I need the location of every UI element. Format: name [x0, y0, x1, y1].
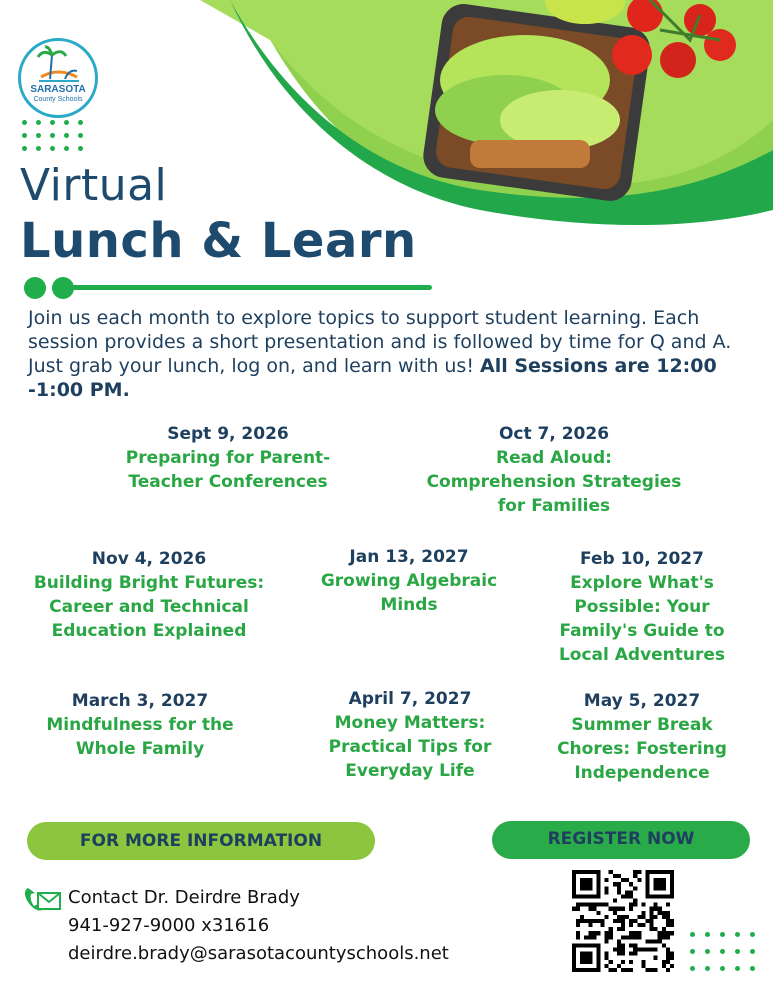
intro-text: Join us each month to explore topics to support student learning. Each session provides a short presentation and is followed by time for Q and A. Just grab your lunch, log on, and learn with us! — [28, 307, 732, 377]
session-date: Jan 13, 2027 — [349, 547, 469, 567]
contact-name: Contact Dr. Deirdre Brady — [68, 887, 300, 908]
logo-subtitle: County Schools — [33, 96, 83, 103]
contact-email[interactable]: deirdre.brady@sarasotacountyschools.net — [68, 943, 449, 964]
session-topic: Explore What's Possible: Your Family's Guide to Local Adventures — [558, 573, 726, 665]
phone-mail-icon — [22, 884, 62, 914]
school-logo — [18, 38, 98, 118]
session-topic: Building Bright Futures: Career and Technical Education Explained — [33, 573, 265, 641]
session-date: Oct 7, 2026 — [498, 424, 610, 444]
session-topic: Preparing for Parent- Teacher Conferences — [125, 448, 331, 492]
session-item — [305, 545, 513, 617]
intro-paragraph — [28, 306, 753, 402]
intro-session-time: All Sessions are 12:00 -1:00 PM. — [28, 355, 717, 401]
session-item — [542, 689, 742, 785]
contact-phone: 941-927-9000 x31616 — [68, 915, 270, 936]
session-date: May 5, 2027 — [583, 691, 701, 711]
title-line-1: Virtual — [20, 160, 168, 211]
decorative-dots — [690, 932, 755, 971]
session-topic: Read Aloud: Comprehension Strategies for Families — [426, 448, 682, 516]
session-topic: Summer Break Chores: Fostering Independence — [557, 715, 727, 783]
session-item — [30, 689, 250, 761]
session-topic: Money Matters: Practical Tips for Everyday Life — [328, 713, 492, 781]
rule-dot — [24, 277, 46, 299]
palm-tree-icon — [21, 41, 95, 85]
register-now-button[interactable]: REGISTER NOW — [492, 821, 750, 859]
session-date: Sept 9, 2026 — [167, 424, 289, 444]
session-item — [542, 547, 742, 667]
more-information-button[interactable]: FOR MORE INFORMATION — [27, 822, 375, 860]
session-item — [420, 422, 688, 518]
session-date: April 7, 2027 — [348, 689, 472, 709]
title-rule — [70, 285, 432, 290]
session-topic: Mindfulness for the Whole Family — [46, 715, 234, 759]
qr-code[interactable] — [572, 870, 674, 972]
session-item — [18, 547, 280, 643]
session-date: Nov 4, 2026 — [91, 549, 207, 569]
session-date: March 3, 2027 — [71, 691, 209, 711]
session-date: Feb 10, 2027 — [580, 549, 704, 569]
logo-name: SARASOTA — [30, 84, 86, 95]
title-line-2: Lunch & Learn — [20, 213, 417, 269]
decorative-dots — [22, 120, 83, 151]
session-topic: Growing Algebraic Minds — [320, 571, 498, 615]
session-item — [312, 687, 508, 783]
session-item — [112, 422, 344, 494]
